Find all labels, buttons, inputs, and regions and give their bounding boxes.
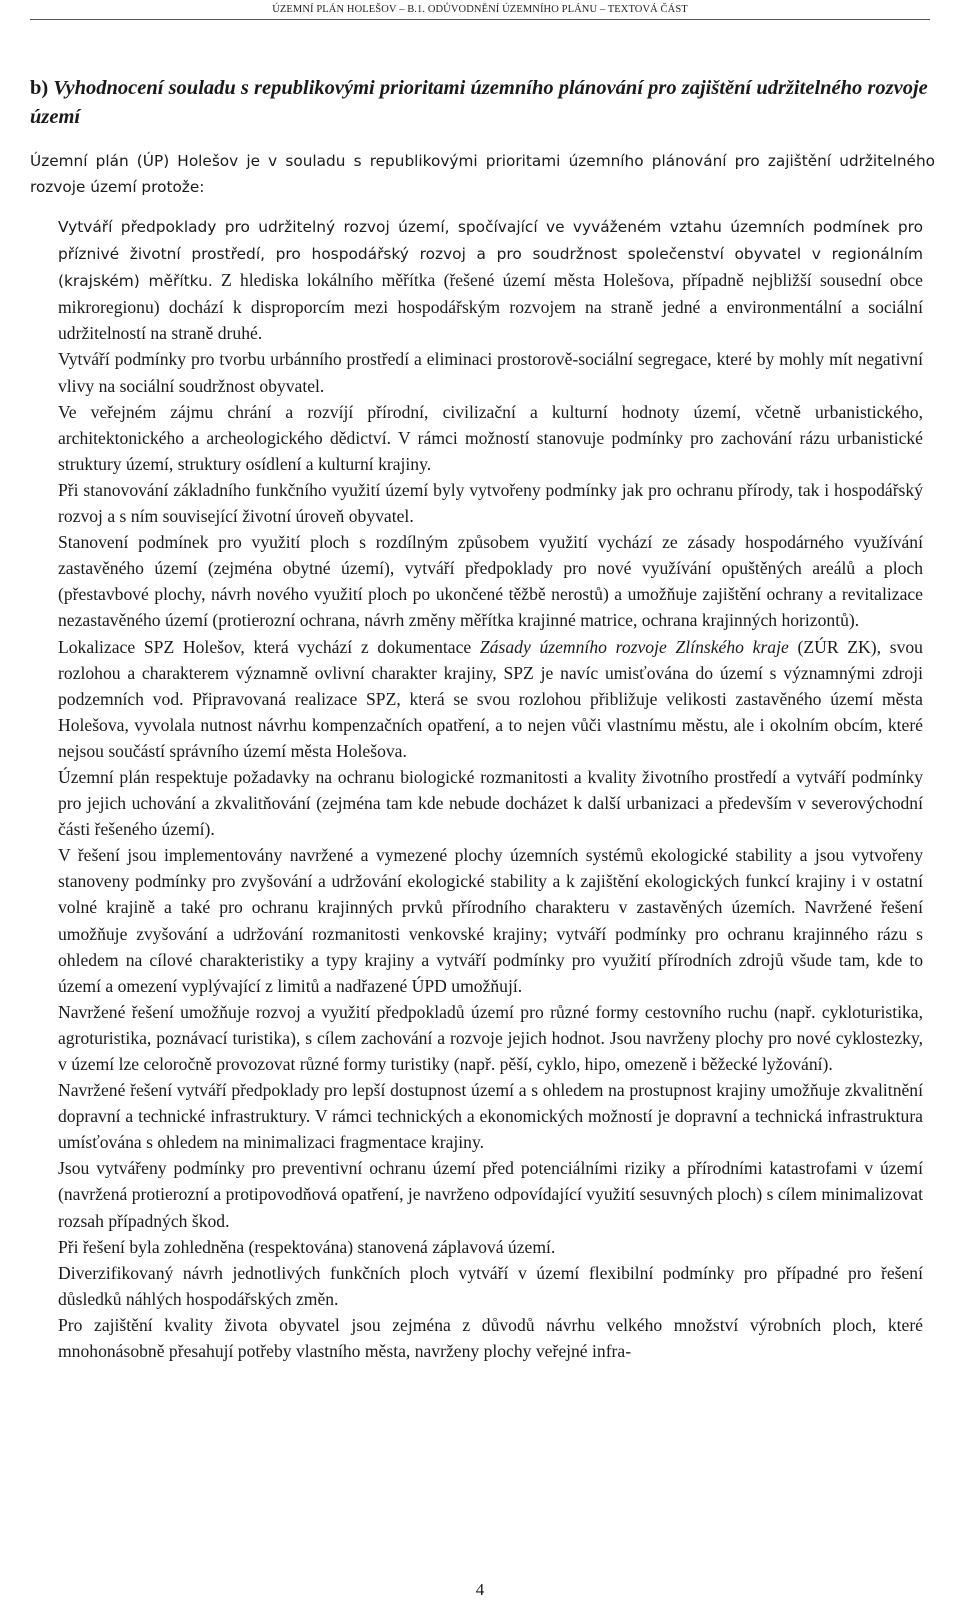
- list-item: [58, 213, 923, 346]
- list-item: [58, 1155, 923, 1233]
- list-item-text: Ve veřejném zájmu chrání a rozvíjí přírodní, civilizační a kulturní hodnoty území, včetně urbanistického, architektonického a archeologického dědictví. V rámci možností stanovuje podmínky pro zachování rázu urbanistické struktury území, struktury osídlení a kulturní krajiny.: [58, 401, 923, 474]
- list-item-text: V řešení jsou implementovány navržené a vymezené plochy územních systémů ekologické stability a jsou vytvořeny stanoveny podmínky pro zvyšování a udržování ekologické stability a k zajištění ekologických funkcí krajiny i v ostatní volné krajině a také pro ochranu krajinných prvků přírodního charakteru v zastavěných územích. Navržené řešení umožňuje zvyšování a udržování rozmanitosti venkovské krajiny; vytváří podmínky pro ochranu krajinného rázu s ohledem na cílové charakteristiky a typy krajiny a vytváří podmínky pro využití přírodních zdrojů všude tam, kde to území a omezení vyplývající z limitů a nadřazené ÚPD umožňují.: [58, 845, 923, 996]
- list-item-text: Navržené řešení umožňuje rozvoj a využití předpokladů území pro různé formy cestovního ruchu (např. cykloturistika, agroturistika, poznávací turistika), s cílem zachování a rozvoje jejich hodnot. Jsou navrženy plochy pro nové cyklostezky, v území lze celoročně provozovat různé formy turistiky (např. pěší, cyklo, hipo, omezeně i běžecké lyžování).: [58, 1001, 923, 1074]
- section-title: Vyhodnocení souladu s republikovými prioritami územního plánování pro zajištění udržitelného rozvoje území: [30, 77, 928, 128]
- list-item: [58, 477, 923, 529]
- list-item-text: Diverzifikovaný návrh jednotlivých funkčních ploch vytváří v území flexibilní podmínky pro případné pro řešení důsledků náhlých hospodářských změn.: [58, 1262, 923, 1309]
- page-number: 4: [475, 1580, 485, 1599]
- list-item-text: Jsou vytvářeny podmínky pro preventivní ochranu území před potenciálními riziky a přírodními katastrofami v území (navržená protierozní a protipovodňová opatření, je navrženo odpovídající využití sesuvných ploch) s cílem minimalizovat rozsah případných škod.: [58, 1158, 923, 1231]
- list-item-text: Lokalizace SPZ Holešov, která vychází z dokumentace: [58, 636, 480, 657]
- list-item-text: Při stanovování základního funkčního využití území byly vytvořeny podmínky jak pro ochranu přírody, tak i hospodářský rozvoj a s ním související životní úroveň obyvatel.: [58, 479, 923, 527]
- document-reference: Zásady územního rozvoje Zlínského kraje: [479, 636, 789, 657]
- list-item-text: Navržené řešení vytváří předpoklady pro lepší dostupnost území a s ohledem na prostupnost krajiny umožňuje zkvalitnění dopravní a technické infrastruktury. V rámci technických a ekonomických možností je dopravní a technická infrastruktura umísťována s ohledem na minimalizaci fragmentace krajiny.: [58, 1080, 923, 1153]
- list-item-text: (ZÚR ZK), svou rozlohou a charakterem významně ovlivní charakter krajiny, SPZ je navíc umisťována do území s významnými zdroji podzemních vod. Připravovaná realizace SPZ, která se svou rozlohou přibližuje velikosti zastavěného území města Holešova, vyvolala nutnost návrhu kompenzačních opatření, a to nejen vůči vlastnímu městu, ale i okolním obcím, které nejsou součástí správního území města Holešova.: [58, 636, 923, 761]
- list-item: [58, 1077, 923, 1155]
- list-item: [58, 999, 923, 1077]
- intro-paragraph: Územní plán (ÚP) Holešov je v souladu s republikovými prioritami územního plánování pro zajištění udržitelného rozvoje území protože:: [30, 152, 935, 196]
- list-item-text: Z hlediska lokálního měřítka (řešené území města Holešova, případně nejbližší sousední obce mikroregionu) dochází k disproporcím mezi hospodářským rozvojem na straně jedné a environmentální a sociální udržitelností na straně druhé.: [58, 270, 923, 344]
- section-heading: [30, 74, 935, 132]
- bullet-list: [58, 213, 923, 1364]
- list-item: [58, 399, 923, 477]
- list-item-text: Při řešení byla zohledněna (respektována) stanovená záplavová území.: [58, 1236, 556, 1257]
- list-item: [58, 842, 923, 999]
- list-item-text: Územní plán respektuje požadavky na ochranu biologické rozmanitosti a kvality životního prostředí a vytváří podmínky pro jejich uchování a zkvalitňování (zejména tam kde nebude docházet k další urbanizaci a především v severovýchodní části řešeného území).: [58, 766, 923, 840]
- list-item-text: Stanovení podmínek pro využití ploch s rozdílným způsobem využití vychází ze zásady hospodárného využívání zastavěného území (zejména obytné území), vytváří předpoklady pro nové využívání opuštěných areálů a ploch (přestavbové plochy, návrh nového využití ploch po ukončené těžbě nerostů) a umožňuje zajištění ochrany a revitalizace nezastavěného území (protierozní ochrana, návrh změny měřítka krajinné matrice, ochrana krajinných horizontů).: [58, 532, 923, 631]
- list-item-text: Pro zajištění kvality života obyvatel jsou zejména z důvodů návrhu velkého množství výrobních ploch, které mnohonásobně přesahují potřeby vlastního města, navrženy plochy veřejné infra-: [58, 1314, 923, 1362]
- list-item: [58, 529, 923, 633]
- list-item: [58, 1234, 923, 1260]
- list-item: [58, 346, 923, 398]
- list-item-text: Vytváří podmínky pro tvorbu urbánního prostředí a eliminaci prostorově-sociální segregace, které by mohly mít negativní vlivy na sociální soudržnost obyvatel.: [58, 349, 923, 396]
- list-item: [58, 634, 923, 764]
- list-item: [58, 1312, 923, 1364]
- header-rule: [30, 19, 930, 20]
- running-header: ÚZEMNÍ PLÁN HOLEŠOV – B.1. ODŮVODNĚNÍ ÚZEMNÍHO PLÁNU – TEXTOVÁ ČÁST: [272, 4, 688, 15]
- list-item: [58, 1260, 923, 1312]
- list-item: [58, 764, 923, 842]
- list-item-text-sans: Vytváří předpoklady pro udržitelný rozvoj území, spočívající ve vyváženém vztahu územních podmínek pro příznivé životní prostředí, pro hospodářský rozvoj a pro soudržnost společenství obyvatel v regionálním (krajském) měřítku.: [58, 218, 923, 291]
- section-label: b): [30, 77, 49, 99]
